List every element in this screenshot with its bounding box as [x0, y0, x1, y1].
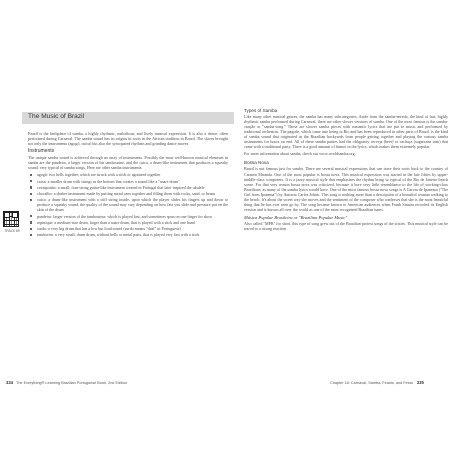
- mpb-heading: Música Popular Brasileira or "Brazilian Popular Music": [244, 214, 348, 220]
- right-page: [234, 0, 468, 468]
- instruments-intro: The unique samba sound is achieved through an array of instruments. Possibly the most well-known musical elements in samba are the pandeiro, a larger version of the tambourine, and the cuíca, a drum-like instrument that produces a squeaky sound, very typical of samba songs. Here are other samba instruments:: [28, 155, 228, 171]
- bossa-paragraph: Brazil is not famous just for samba. There are several musical expressions that can trace their roots back to the country of Carmen Miranda. One of the most popular is bossa nova. This musical expression was started in the late fifties by upper-middle-class composers. It is a jazzy musical style that emphasizes the rhythm bring so typical of the Rio de Janeiro beach scene. For that very reason bossa nova was criticized, because it bore very little resemblance to the life of working-class Brazilians, as many of the samba lyrics would have. One of the most famous bossa nova songs is A Garota de Ipanema ("The Girl from Ipanema") by Antonio Carlos Jobim. This song is nothing more than a description of a beautiful woman walking to the beach. It's about the sweet way she moves and the sentiment of the composer who confesses that she is the most beautiful thing that he has ever seen go by. The song became known to American audiences when Frank Sinatra recorded its English version and is known all over the world as one of the most recognized Brazilian tunes.: [244, 166, 448, 212]
- right-column: [244, 108, 448, 233]
- left-column: [28, 131, 228, 239]
- intro-paragraph: Brazil is the birthplace of samba, a highly rhythmic, melodious, and lively musical expression. It is also a dance, often performed during Carnaval. The samba sound has its origins in roots in the African tradition in Brazil. The slaves brought not only the instruments (agogô, cuíca) but also the syncopated rhythms and grinding dance moves.: [28, 131, 228, 147]
- mpb-paragraph: Also called "MPB" for short, this type of song grew out of the Brazilian protest songs of the sixties. This musical style can be traced to a strong reaction: [244, 220, 448, 231]
- types-more: For more information about samba, check out www.worldsamba.org.: [244, 151, 356, 157]
- list-item: cuíca: a drum-like instrument with a stiff string inside, upon which the player slides his fingers up and down to produce a squeaky sound, the quality of the sound may vary depending on how fast you slide and pressure put on the skin of the drum: [28, 197, 228, 212]
- section-title: The Music of Brazil: [28, 113, 85, 120]
- instrument-list: [28, 172, 228, 237]
- list-item: repinique: a medium-size drum, larger than a snare drum, that is played with a stick and one hand: [28, 220, 228, 225]
- track-label: TRACK 89: [4, 229, 20, 233]
- list-item: caixa: a smaller drum with strings in the bottom that creates a sound like a "snare drum": [28, 179, 228, 184]
- list-item: surdo: a very big drum that has a low but loud sound (surdo means "deaf" in Portuguese): [28, 226, 228, 231]
- list-item: chocalho: a shaker instrument made by putting metal cans together and filling them with rocks, sand, or beans: [28, 191, 228, 196]
- list-item: tamborim: a very small, drum drum, without bells or metal parts, that is played very fast with a stick: [28, 232, 228, 237]
- list-item: cavaquinho: a small, four-string guitar-like instrument created in Portugal that later inspired the ukulele: [28, 185, 228, 190]
- right-footer-text: Chapter 18: Carnaval, Samba, Feasts, and Festa: [330, 381, 413, 385]
- left-page-number: 334: [6, 380, 13, 385]
- list-item: agogô: two bells together, which are struck with a stick or agonized together: [28, 172, 228, 177]
- left-footer-text: The Everything® Learning Brazilian Portuguese Book, 2nd Edition: [16, 381, 128, 385]
- right-footer: [330, 380, 426, 385]
- section-title-bar: [22, 112, 234, 124]
- instruments-heading: Instruments: [28, 148, 55, 155]
- right-page-number: 335: [416, 380, 424, 385]
- bossa-heading: Bossa Nova: [244, 160, 269, 166]
- types-paragraph: Like many other musical genres, the samba has many subcategories. Aside from the samba-enredo, the kind of fast, highly rhythmic samba performed during Carnaval, there are other slower versions of samba. One of the most famous is the samba-canção or "samba-song." These are slower samba pieces with romantic lyrics that are put to music and performed by traditional orchestras. The pagode, which came into being in Rio and has been reproduced in other parts of Brazil, is the kind of samba sound that originated in the Brazilian backyards from people getting together and playing the various samba instruments for hours on end. All of these samba parties had the obligatory cerveja (beer) or cachaça (sugarcane rum) that came with a traditional party. There is a good amount of humor in the lyrics, which makes them extremely popular.: [244, 114, 448, 150]
- list-item: pandeiro: larger version of the tambourine, which is played fast, and sometimes spun on one finger for show: [28, 214, 228, 219]
- qr-code-icon[interactable]: [3, 211, 19, 227]
- left-footer: [6, 380, 127, 385]
- types-heading: Types of Samba: [244, 108, 278, 113]
